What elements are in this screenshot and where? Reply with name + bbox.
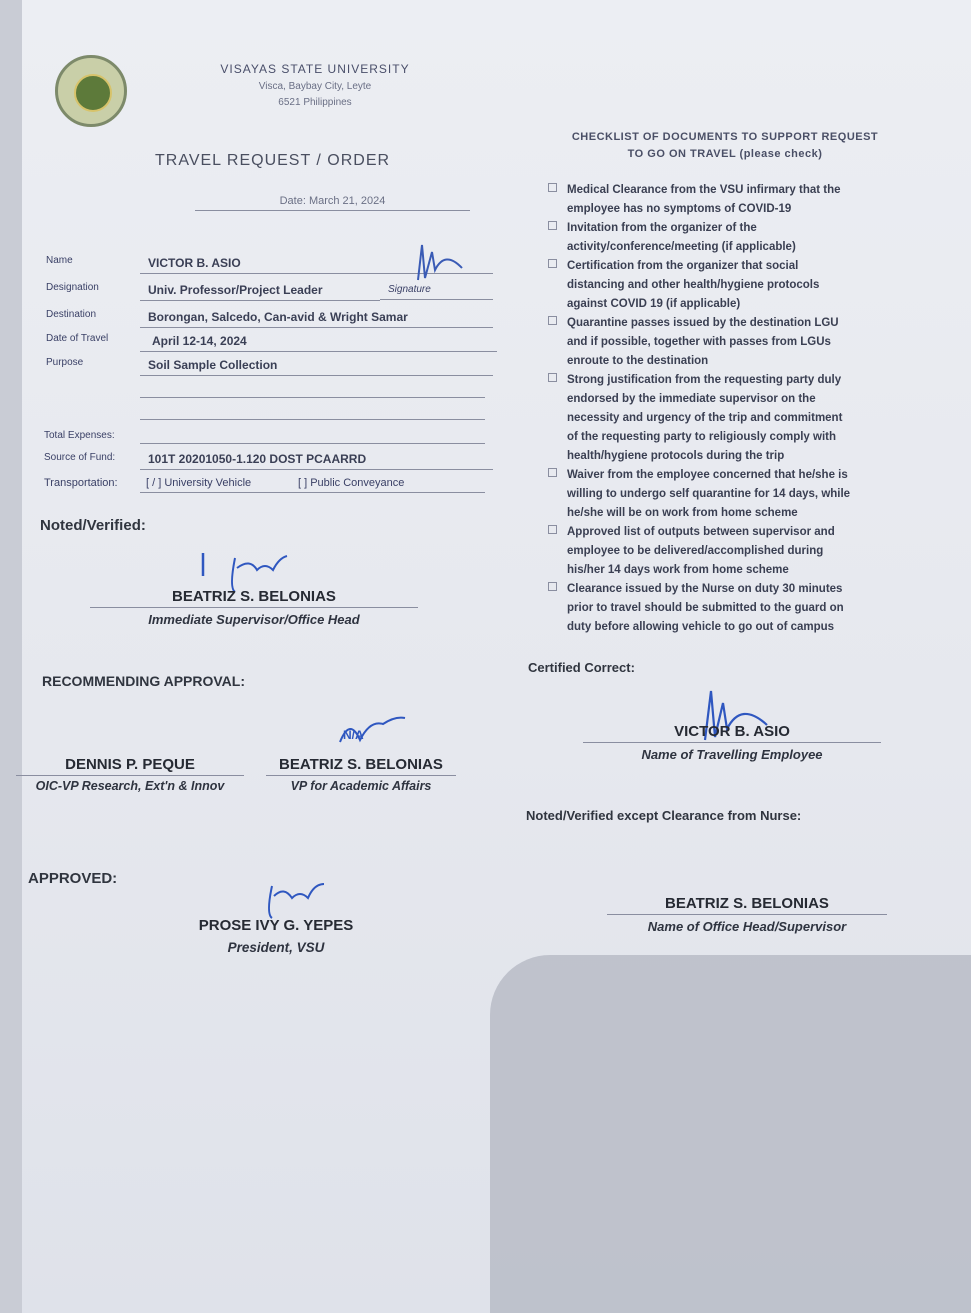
source-of-fund-label: Source of Fund: [44, 452, 116, 463]
university-seal [55, 55, 127, 127]
approved-signer-role: President, VSU [227, 940, 325, 955]
checkbox[interactable] [548, 183, 557, 192]
certified-label: Certified Correct: [528, 660, 635, 675]
checkbox[interactable] [548, 525, 557, 534]
noted-signer-name: BEATRIZ S. BELONIAS [90, 588, 418, 608]
recommending-signer2-name: BEATRIZ S. BELONIAS [266, 756, 456, 776]
checklist-heading-line1: CHECKLIST OF DOCUMENTS TO SUPPORT REQUEST [571, 131, 879, 143]
checklist-item: Approved list of outputs between supervisor and employee to be delivered/accomplished during his/her 14 days work from home scheme [548, 523, 928, 580]
checklist-item: Medical Clearance from the VSU infirmary that the employee has no symptoms of COVID-19 [548, 181, 928, 219]
checklist-item: Waiver from the employee concerned that he/she is willing to undergo self quarantine for 14 days, while he/she will be on work from home scheme [548, 466, 928, 523]
university-name: VISAYAS STATE UNIVERSITY [220, 62, 410, 76]
approved-label: APPROVED: [28, 870, 118, 887]
approved-signer-name: PROSE IVY G. YEPES [198, 917, 354, 934]
checklist-item: Clearance issued by the Nurse on duty 30 minutes prior to travel should be submitted to the guard on duty before allowing vehicle to go out of campus [548, 580, 928, 637]
address-line2: 6521 Philippines [278, 97, 352, 108]
noted-except-signer-name: BEATRIZ S. BELONIAS [607, 895, 887, 915]
noted-except-label: Noted/Verified except Clearance from Nurse: [526, 808, 802, 823]
field-value-purpose: Soil Sample Collection [140, 358, 493, 376]
signature-victor-top [410, 240, 470, 285]
transport-university-vehicle: [ / ] University Vehicle [146, 477, 252, 489]
checkbox[interactable] [548, 468, 557, 477]
recommending-signer1-name: DENNIS P. PEQUE [16, 756, 244, 776]
transportation-line [140, 492, 485, 493]
na-mark: N/A [343, 728, 364, 742]
form-date: Date: March 21, 2024 [195, 195, 470, 211]
field-value-name: VICTOR B. ASIO [140, 256, 493, 274]
noted-except-signer-role: Name of Office Head/Supervisor [647, 919, 847, 934]
checkbox[interactable] [548, 582, 557, 591]
recommending-approval-label: RECOMMENDING APPROVAL: [42, 673, 245, 689]
checklist-item: Invitation from the organizer of the activity/conference/meeting (if applicable) [548, 219, 928, 257]
field-label-name: Name [46, 255, 73, 266]
checklist-heading-line2: TO GO ON TRAVEL (please check) [627, 148, 823, 160]
source-of-fund-value: 101T 20201050-1.120 DOST PCAARRD [140, 452, 493, 470]
total-expenses-label: Total Expenses: [44, 430, 115, 441]
field-value-designation: Univ. Professor/Project Leader [140, 283, 380, 301]
field-label-date-of-travel: Date of Travel [46, 333, 109, 344]
transport-public-conveyance: [ ] Public Conveyance [298, 477, 405, 489]
recommending-signer2-role: VP for Academic Affairs [290, 779, 432, 793]
noted-label: Noted/Verified: [40, 517, 146, 534]
total-expenses-line [140, 443, 485, 444]
field-label-purpose: Purpose [46, 357, 84, 368]
noted-signer-role: Immediate Supervisor/Office Head [148, 612, 360, 627]
certified-signer-role: Name of Travelling Employee [641, 747, 823, 762]
field-label-destination: Destination [46, 309, 97, 320]
checkbox[interactable] [548, 373, 557, 382]
transportation-label: Transportation: [44, 477, 118, 489]
form-title: TRAVEL REQUEST / ORDER [155, 152, 391, 169]
checklist-item: Strong justification from the requesting party duly endorsed by the immediate supervisor on the necessity and urgency of the trip and commitment of the requesting party to religiously comply with health/hygiene protocols during the trip [548, 371, 928, 466]
checkbox[interactable] [548, 316, 557, 325]
photo-shadow [490, 955, 971, 1313]
field-value-destination: Borongan, Salcedo, Can-avid & Wright Samar [140, 310, 493, 328]
checkbox[interactable] [548, 221, 557, 230]
checklist [548, 181, 928, 637]
checklist-item: Certification from the organizer that social distancing and other health/hygiene protocols against COVID 19 (if applicable) [548, 257, 928, 314]
field-label-designation: Designation [46, 282, 99, 293]
blank-line [140, 419, 485, 420]
field-value-date-of-travel: April 12-14, 2024 [140, 334, 497, 352]
checkbox[interactable] [548, 259, 557, 268]
address-line1: Visca, Baybay City, Leyte [258, 81, 372, 92]
checklist-item: Quarantine passes issued by the destination LGU and if possible, together with passes from LGUs enroute to the destination [548, 314, 928, 371]
recommending-signer1-role: OIC-VP Research, Ext'n & Innov [35, 779, 225, 793]
blank-line [140, 397, 485, 398]
signature-label: Signature [380, 284, 493, 300]
certified-signer-name: VICTOR B. ASIO [583, 723, 881, 743]
